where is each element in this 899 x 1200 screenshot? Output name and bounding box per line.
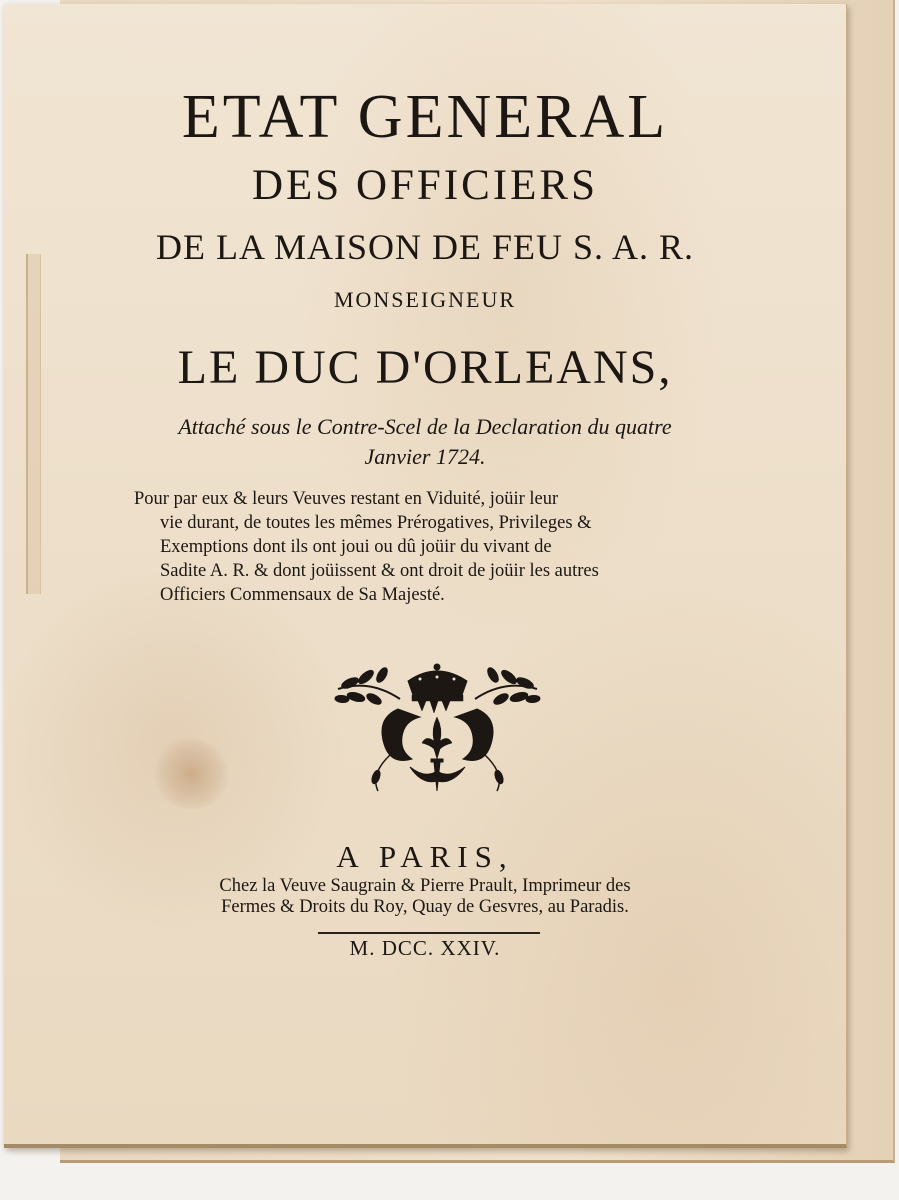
title-page [4, 4, 847, 1148]
paper-stain [154, 739, 229, 809]
crown-fleur-de-lis-vignette-icon [330, 659, 545, 799]
body-line: Exemptions dont ils ont joui ou dû joüir du vivant de [160, 537, 552, 557]
imprint-line-1: Chez la Veuve Saugrain & Pierre Prault, Imprimeur des [219, 876, 631, 896]
body-line: vie durant, de toutes les mêmes Prérogatives, Privileges & [160, 513, 592, 533]
imprint-line-2: Fermes & Droits du Roy, Quay de Gesvres, au Paradis. [221, 897, 629, 917]
subtitle-line-2: Janvier 1724. [364, 444, 486, 469]
body-line: Officiers Commensaux de Sa Majesté. [160, 585, 445, 605]
body-line: Sadite A. R. & dont joüissent & ont droit de joüir les autres [160, 561, 599, 581]
imprint-place: A PARIS, [336, 839, 514, 874]
imprint-date: M. DCC. XXIV. [349, 936, 501, 960]
title-line-4: MONSEIGNEUR [333, 287, 517, 312]
title-line-3: DE LA MAISON DE FEU S. A. R. [155, 227, 695, 267]
divider-rule [318, 932, 540, 934]
title-line-5: LE DUC D'ORLEANS, [177, 341, 673, 394]
title-line-1: ETAT GENERAL [181, 83, 669, 151]
body-paragraph [134, 487, 724, 607]
title-line-2: DES OFFICIERS [251, 162, 599, 209]
subtitle-line-1: Attaché sous le Contre-Scel de la Declaration du quatre [178, 414, 672, 439]
body-line: Pour par eux & leurs Veuves restant en Viduité, joüir leur [134, 489, 559, 509]
